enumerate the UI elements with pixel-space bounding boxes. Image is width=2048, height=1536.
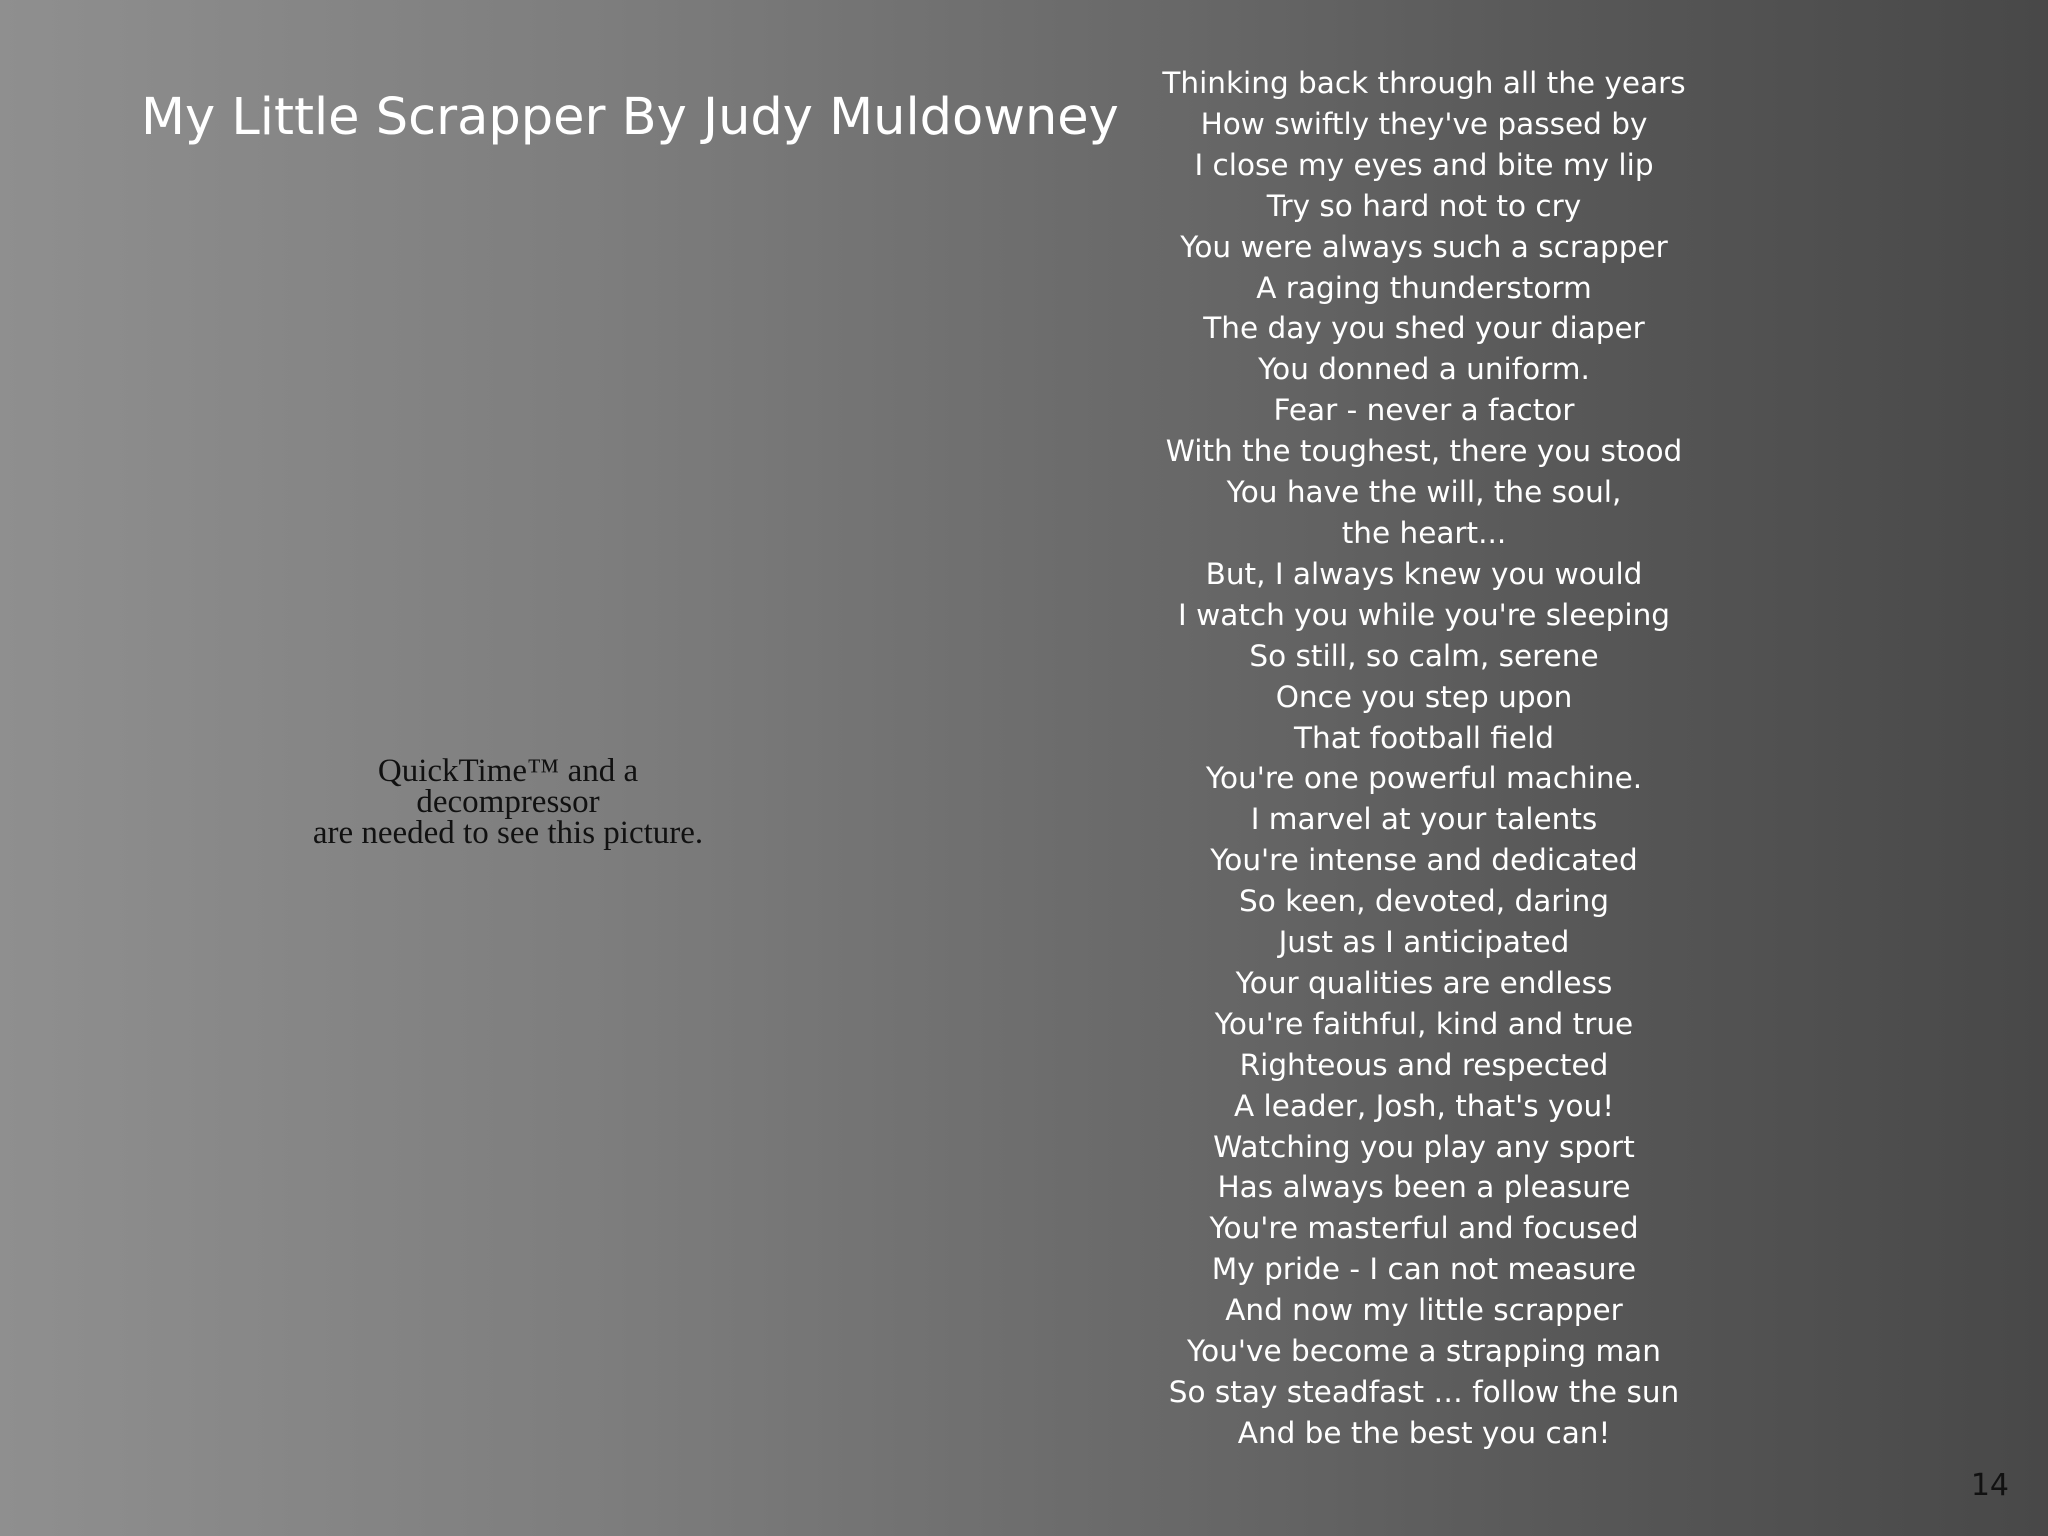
- poem-line: the heart...: [1341, 515, 1507, 550]
- poem-line: So stay steadfast … follow the sun: [1168, 1375, 1680, 1409]
- poem-line: That football field: [1293, 720, 1554, 755]
- poem-line: Your qualities are endless: [1235, 965, 1613, 1000]
- poem-line: Just as I anticipated: [1278, 925, 1570, 960]
- poem-line: I watch you while you're sleeping: [1178, 597, 1670, 632]
- poem-line: Righteous and respected: [1239, 1047, 1609, 1082]
- poem-line: And be the best you can!: [1237, 1415, 1611, 1450]
- poem-line: You're intense and dedicated: [1210, 843, 1638, 878]
- poem-line: How swiftly they've passed by: [1200, 106, 1648, 141]
- poem-line: But, I always knew you would: [1205, 556, 1643, 591]
- poem-line: You have the will, the soul,: [1226, 475, 1622, 510]
- poem-line: Fear - never a factor: [1273, 393, 1575, 428]
- poem-line: Thinking back through all the years: [1162, 66, 1686, 100]
- poem-line: You were always such a scrapper: [1180, 229, 1668, 264]
- poem-line: You're faithful, kind and true: [1214, 1006, 1634, 1041]
- poem-line: A raging thunderstorm: [1256, 270, 1592, 305]
- placeholder-line: QuickTime™ and a: [377, 753, 639, 789]
- slide-title: My Little Scrapper By Judy Muldowney: [141, 88, 1119, 147]
- page-number: 14: [1970, 1468, 2009, 1503]
- poem-line: And now my little scrapper: [1225, 1293, 1623, 1328]
- poem-line: Try so hard not to cry: [1266, 188, 1582, 223]
- poem-line: Has always been a pleasure: [1217, 1170, 1631, 1205]
- poem-line: With the toughest, there you stood: [1165, 434, 1683, 469]
- poem-line: So keen, devoted, daring: [1238, 884, 1610, 919]
- poem-line: You're one powerful machine.: [1205, 761, 1643, 796]
- poem-line: I marvel at your talents: [1250, 802, 1598, 837]
- poem-line: I close my eyes and bite my lip: [1194, 147, 1654, 182]
- poem-line: You're masterful and focused: [1209, 1211, 1639, 1246]
- poem-line: The day you shed your diaper: [1203, 311, 1645, 346]
- poem-line: A leader, Josh, that's you!: [1233, 1088, 1615, 1123]
- poem-line: My pride - I can not measure: [1211, 1252, 1637, 1287]
- poem-line: So still, so calm, serene: [1249, 638, 1599, 673]
- poem-line: You donned a uniform.: [1258, 352, 1590, 387]
- poem-text: [1124, 63, 1724, 1454]
- poem-line: Once you step upon: [1275, 679, 1573, 714]
- poem-line: Watching you play any sport: [1213, 1129, 1635, 1164]
- placeholder-line: are needed to see this picture.: [312, 815, 704, 851]
- placeholder-line: decompressor: [416, 784, 600, 820]
- poem-line: You've become a strapping man: [1187, 1334, 1661, 1369]
- quicktime-placeholder: [280, 753, 736, 851]
